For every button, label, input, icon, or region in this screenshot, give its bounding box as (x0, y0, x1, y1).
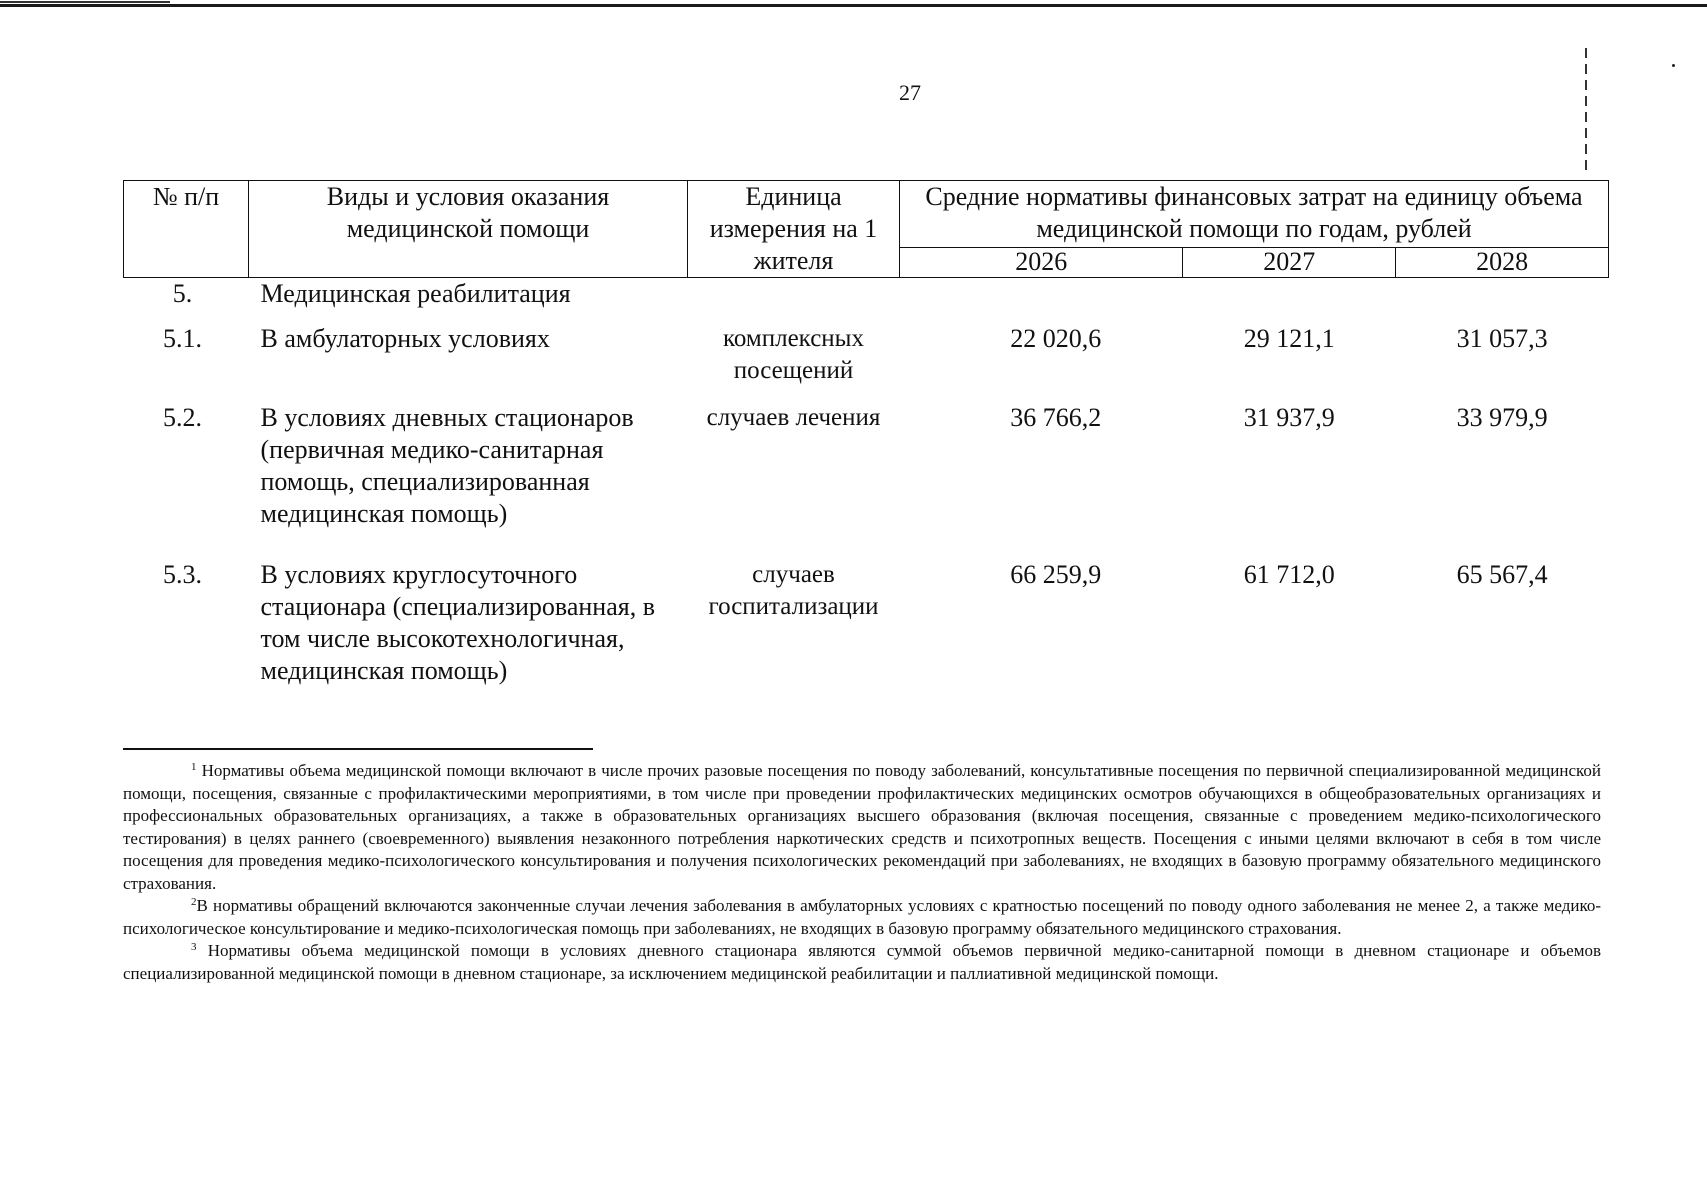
row-value-2027: 29 121,1 (1243, 324, 1335, 353)
row-num: 5.3. (163, 560, 202, 589)
section-title: Медицинская реабилитация (260, 279, 571, 308)
page-number: 27 (899, 80, 921, 105)
section-num: 5. (172, 279, 193, 308)
section-row (124, 278, 1609, 318)
row-kind: В условиях круглосуточного стационара (специализированная, в том числе высокотехнологичная, медицинская помощь) (260, 560, 655, 685)
row-value-2028: 33 979,9 (1456, 403, 1548, 432)
footnotes (123, 760, 1601, 985)
row-unit: случаев госпитализации (708, 561, 879, 620)
header-norms: Средние нормативы финансовых затрат на единицу объема медицинской помощи по годам, рублей (900, 181, 1609, 248)
row-value-2026: 22 020,6 (1010, 324, 1102, 353)
header-unit: Единица измерения на 1 жителя (688, 181, 900, 278)
row-value-2027: 31 937,9 (1243, 403, 1335, 432)
footnote-mark: 2 (191, 896, 197, 908)
row-num: 5.1. (163, 324, 202, 353)
footnote-text: Нормативы объема медицинской помощи в условиях дневного стационара являются суммой объемов первичной медико-санитарной помощи в дневном стационаре и объемов специализированной медицинской помощи в дневном стационаре, за исключением медицинской реабилитации и паллиативной медицинской помощи. (123, 941, 1602, 983)
row-value-2026: 36 766,2 (1010, 403, 1102, 432)
footnote-text: В нормативы обращений включаются законченные случаи лечения заболевания в амбулаторных условиях с кратностью посещений по поводу одного заболевания не менее 2, а также медико-психологическое консультирование и медико-психологическая помощь при заболеваниях, не входящих в базовую программу обязательного медицинского страхования. (123, 896, 1601, 938)
norms-table (123, 180, 1609, 688)
footnote-3 (123, 940, 1601, 985)
scan-right-edge-mark (1585, 48, 1587, 176)
row-value-2028: 65 567,4 (1456, 560, 1548, 589)
row-value-2026: 66 259,9 (1010, 560, 1102, 589)
header-num: № п/п (124, 181, 249, 278)
footnote-text: Нормативы объема медицинской помощи включают в числе прочих разовые посещения по поводу заболеваний, консультативные посещения по первичной специализированной медицинской помощи, посещения, связанные с профилактическими мероприятиями, в том числе при проведении профилактических медицинских осмотров обучающихся в общеобразовательных организациях и профессиональных образовательных организациях, а также в образовательных организациях высшего образования (включая посещения, связанные с проведением медико-психологического тестирования) в целях раннего (своевременного) выявления незаконного потребления наркотических средств и психотропных веществ. Посещения с иными целями включают в себя в том числе посещения для проведения медико-психологического консультирования и получения психологических рекомендаций при заболеваниях, не входящих в базовую программу обязательного медицинского страхования. (123, 761, 1601, 893)
scan-top-edge-mark (0, 1, 170, 3)
row-num: 5.2. (163, 403, 202, 432)
footnote-mark: 3 (191, 941, 197, 953)
footnote-1 (123, 760, 1601, 895)
header-year-2028: 2028 (1396, 248, 1609, 278)
row-unit: случаев лечения (706, 404, 881, 431)
footnote-2 (123, 895, 1601, 940)
header-year-2026: 2026 (900, 248, 1183, 278)
row-value-2028: 31 057,3 (1456, 324, 1548, 353)
header-kind: Виды и условия оказания медицинской помощи (249, 181, 688, 278)
row-kind: В условиях дневных стационаров (первичная медико-санитарная помощь, специализированная медицинская помощь) (260, 403, 634, 528)
row-value-2027: 61 712,0 (1243, 560, 1335, 589)
table-row (124, 553, 1609, 688)
table-row (124, 396, 1609, 553)
scan-speck (1672, 64, 1675, 67)
row-kind: В амбулаторных условиях (260, 324, 550, 353)
footnote-mark: 1 (191, 761, 197, 773)
row-unit: комплексных посещений (723, 325, 864, 384)
footnote-separator (123, 748, 593, 750)
table-row (124, 317, 1609, 396)
scan-top-edge (0, 4, 1707, 7)
header-year-2027: 2027 (1183, 248, 1396, 278)
